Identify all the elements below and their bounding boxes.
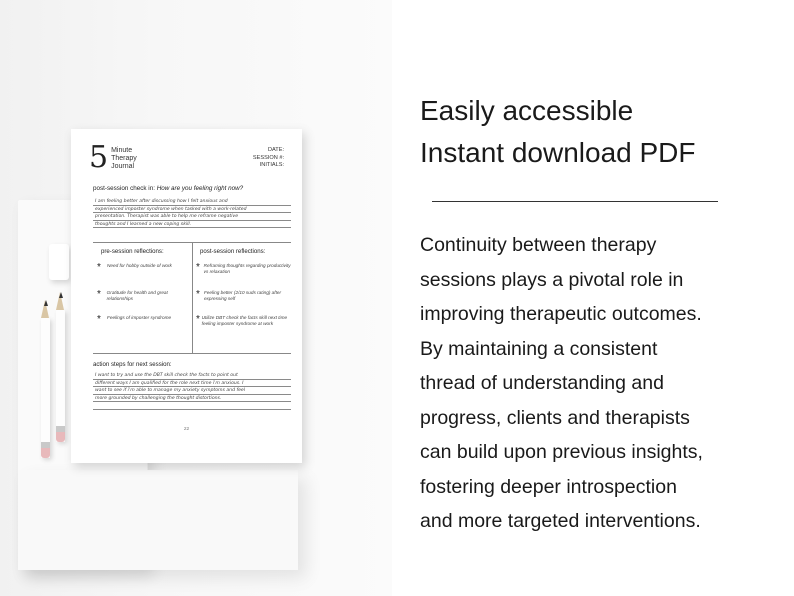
- description-line: improving therapeutic outcomes.: [420, 303, 702, 325]
- checkin-prefix: post-session check in:: [93, 185, 155, 192]
- logo-line: Journal: [111, 163, 135, 170]
- item-text: Gratitude for health and great relationships: [106, 290, 168, 302]
- item-text: Feeling better (2/10 suds rating) after expressing self: [203, 290, 282, 302]
- logo-words: [111, 147, 137, 171]
- item-text: Utilize DBT check the facts skill next time feeling imposter syndrome at work: [201, 315, 288, 327]
- description-paragraph: [420, 228, 790, 539]
- handwritten-line: want to see if i'm able to manage my anxiety symptoms and feel: [93, 387, 291, 395]
- description-line: can build upon previous insights,: [420, 441, 703, 463]
- list-item: [97, 290, 192, 303]
- journal-page: [71, 129, 302, 463]
- description-line: fostering deeper introspection: [420, 475, 677, 498]
- list-item: [196, 263, 291, 276]
- description-line: progress, clients and therapists: [420, 406, 690, 429]
- white-block-base: [18, 470, 298, 570]
- logo-line: Minute: [111, 147, 133, 154]
- session-label: SESSION #:: [252, 154, 284, 161]
- item-text: Feelings of imposter syndrome: [107, 315, 172, 320]
- headline-line-1: Easily accessible: [420, 95, 634, 126]
- asterisk-icon: *: [97, 262, 101, 273]
- list-item: [97, 315, 192, 324]
- list-item: [196, 315, 291, 328]
- handwritten-line: I want to try and use the DBT skill check the facts to point out: [93, 372, 291, 380]
- handwritten-line: I am feeling better after discussing how I felt anxious and: [93, 198, 291, 206]
- pencil-icon: [41, 318, 50, 458]
- handwritten-line: more grounded by challenging the thought distortions.: [93, 395, 291, 403]
- asterisk-icon: *: [97, 289, 101, 300]
- handwritten-line: thoughts and I learned a new coping skill.: [93, 221, 291, 229]
- checkin-label: [93, 185, 243, 192]
- description-line: and more targeted interventions.: [420, 510, 701, 532]
- post-reflections-heading: post-session reflections:: [200, 248, 266, 255]
- blank-line: [93, 402, 291, 410]
- description-line: thread of understanding and: [420, 372, 664, 394]
- asterisk-icon: *: [196, 262, 200, 273]
- logo-number: 5: [89, 140, 109, 175]
- handwritten-line: different ways I am qualified for the role next time i'm anxious. I: [93, 380, 291, 388]
- session-meta: [253, 147, 284, 170]
- reflections-section: [93, 242, 291, 354]
- headline: [420, 90, 696, 174]
- checkin-question: How are you feeling right now?: [156, 185, 244, 192]
- journal-logo: [89, 140, 137, 175]
- checkin-lines: [93, 198, 291, 228]
- action-lines: [93, 372, 291, 410]
- logo-line: Therapy: [111, 155, 137, 162]
- divider: [192, 243, 193, 353]
- pre-reflections-heading: pre-session reflections:: [101, 248, 164, 255]
- description-line: sessions plays a pivotal role in: [420, 268, 684, 291]
- date-label: DATE:: [267, 147, 284, 153]
- product-photo: [0, 0, 392, 596]
- asterisk-icon: *: [97, 314, 101, 325]
- action-steps-heading: action steps for next session:: [93, 361, 172, 368]
- description-line: By maintaining a consistent: [420, 337, 658, 360]
- initials-label: INITIALS:: [259, 162, 284, 168]
- divider-rule: [432, 201, 718, 202]
- eraser: [49, 244, 69, 280]
- asterisk-icon: *: [196, 314, 200, 325]
- list-item: [97, 263, 192, 272]
- handwritten-line: presentation. Therapist was able to help me reframe negative: [93, 213, 291, 221]
- pencil-icon: [56, 310, 65, 442]
- item-text: Need for hobby outside of work: [107, 263, 172, 268]
- item-text: Reframing thoughts regarding productivity vs relaxation: [203, 263, 291, 275]
- headline-line-2: Instant download PDF: [420, 137, 696, 168]
- page-number: 22: [183, 427, 190, 432]
- asterisk-icon: *: [196, 289, 200, 300]
- list-item: [196, 290, 291, 303]
- description-line: Continuity between therapy: [420, 234, 657, 256]
- handwritten-line: experienced imposter syndrome when tasked with a work-related: [93, 206, 291, 214]
